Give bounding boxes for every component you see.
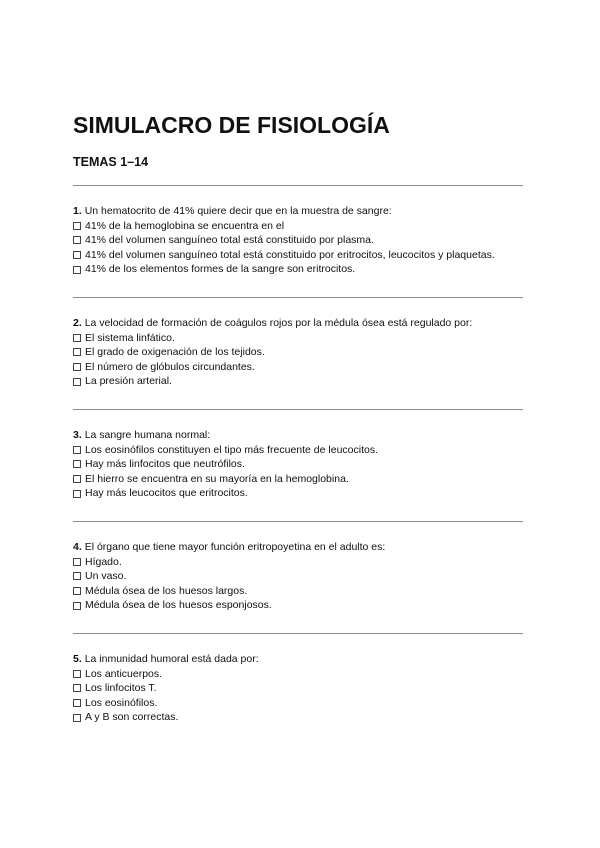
answer-option[interactable] [73, 331, 525, 346]
answer-option[interactable] [73, 696, 525, 711]
question-stem [73, 652, 525, 667]
checkbox-icon[interactable] [73, 363, 81, 371]
question-stem [73, 428, 525, 443]
option-text: El grado de oxigenación de los tejidos. [85, 346, 265, 359]
option-text: El sistema linfático. [85, 331, 175, 344]
checkbox-icon[interactable] [73, 446, 81, 454]
question-1 [73, 204, 525, 277]
option-text: A y B son correctas. [85, 711, 179, 724]
answer-option[interactable] [73, 569, 525, 584]
answer-option[interactable] [73, 443, 525, 458]
option-text: El número de glóbulos circundantes. [85, 360, 255, 373]
divider [73, 409, 523, 410]
checkbox-icon[interactable] [73, 602, 81, 610]
answer-option[interactable] [73, 457, 525, 472]
option-text: 41% del volumen sanguíneo total está constituido por plasma. [85, 234, 374, 247]
answer-option[interactable] [73, 584, 525, 599]
question-text: El órgano que tiene mayor función eritropoyetina en el adulto es: [84, 541, 386, 553]
answer-options [73, 331, 525, 389]
option-text: La presión arterial. [85, 375, 172, 388]
question-3 [73, 428, 525, 501]
answer-option[interactable] [73, 710, 525, 725]
divider [73, 185, 523, 186]
question-5 [73, 652, 525, 725]
question-stem [73, 540, 525, 555]
answer-option[interactable] [73, 374, 525, 389]
option-text: Los anticuerpos. [85, 667, 163, 680]
answer-option[interactable] [73, 667, 525, 682]
option-text: Médula ósea de los huesos esponjosos. [85, 599, 272, 612]
answer-option[interactable] [73, 262, 525, 277]
question-stem [73, 316, 525, 331]
answer-option[interactable] [73, 233, 525, 248]
page-subtitle: TEMAS 1–14 [73, 155, 149, 169]
divider [73, 297, 523, 298]
question-text: Un hematocrito de 41% quiere decir que en la muestra de sangre: [84, 205, 392, 217]
checkbox-icon[interactable] [73, 699, 81, 707]
option-text: Un vaso. [85, 570, 127, 583]
answer-option[interactable] [73, 472, 525, 487]
option-text: Los eosinófilos constituyen el tipo más frecuente de leucocitos. [85, 443, 379, 456]
checkbox-icon[interactable] [73, 460, 81, 468]
option-text: Hay más linfocitos que neutrófilos. [85, 458, 245, 471]
answer-option[interactable] [73, 681, 525, 696]
option-text: El hierro se encuentra en su mayoría en la hemoglobina. [85, 472, 349, 485]
option-text: Los linfocitos T. [85, 682, 157, 695]
question-text: La sangre humana normal: [84, 429, 211, 441]
checkbox-icon[interactable] [73, 587, 81, 595]
checkbox-icon[interactable] [73, 572, 81, 580]
answer-option[interactable] [73, 486, 525, 501]
checkbox-icon[interactable] [73, 378, 81, 386]
question-4 [73, 540, 525, 613]
answer-option[interactable] [73, 598, 525, 613]
answer-options [73, 443, 525, 501]
checkbox-icon[interactable] [73, 236, 81, 244]
option-text: 41% de los elementos formes de la sangre son eritrocitos. [85, 263, 356, 276]
checkbox-icon[interactable] [73, 334, 81, 342]
checkbox-icon[interactable] [73, 348, 81, 356]
answer-option[interactable] [73, 219, 525, 234]
answer-options [73, 555, 525, 613]
answer-option[interactable] [73, 360, 525, 375]
question-number: 1. [73, 205, 82, 217]
checkbox-icon[interactable] [73, 475, 81, 483]
page-title: SIMULACRO DE FISIOLOGÍA [73, 112, 390, 138]
option-text: 41% del volumen sanguíneo total está constituido por eritrocitos, leucocitos y plaquetas. [85, 248, 495, 261]
question-number: 4. [73, 541, 82, 553]
option-text: Hígado. [85, 555, 122, 568]
checkbox-icon[interactable] [73, 670, 81, 678]
question-number: 5. [73, 653, 82, 665]
question-text: La inmunidad humoral está dada por: [84, 653, 259, 665]
question-number: 2. [73, 317, 82, 329]
checkbox-icon[interactable] [73, 251, 81, 259]
option-text: 41% de la hemoglobina se encuentra en el [85, 219, 285, 232]
option-text: Los eosinófilos. [85, 696, 158, 709]
option-text: Médula ósea de los huesos largos. [85, 584, 248, 597]
checkbox-icon[interactable] [73, 222, 81, 230]
divider [73, 521, 523, 522]
divider [73, 633, 523, 634]
answer-option[interactable] [73, 248, 525, 263]
question-stem [73, 204, 525, 219]
question-text: La velocidad de formación de coágulos rojos por la médula ósea está regulado por: [84, 317, 473, 329]
answer-options [73, 219, 525, 277]
question-number: 3. [73, 429, 82, 441]
checkbox-icon[interactable] [73, 684, 81, 692]
checkbox-icon[interactable] [73, 714, 81, 722]
checkbox-icon[interactable] [73, 558, 81, 566]
answer-options [73, 667, 525, 725]
answer-option[interactable] [73, 555, 525, 570]
option-text: Hay más leucocitos que eritrocitos. [85, 487, 248, 500]
question-2 [73, 316, 525, 389]
answer-option[interactable] [73, 345, 525, 360]
checkbox-icon[interactable] [73, 266, 81, 274]
checkbox-icon[interactable] [73, 490, 81, 498]
